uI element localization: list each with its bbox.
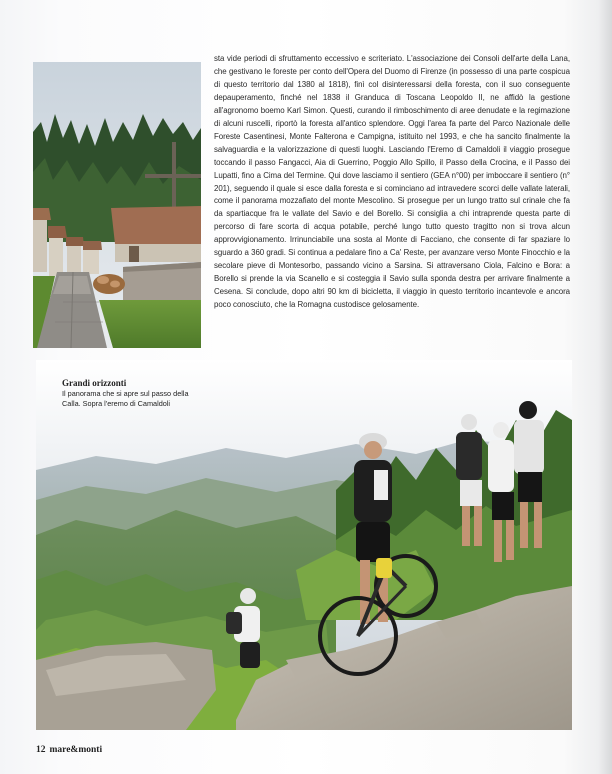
- article-body-text: sta vide periodi di sfruttamento eccessivo e scriteriato. L'associazione dei Consoli dell'arte della Lana, che gestivano le foreste per conto dell'Opera del Duomo di Firenze (in possesso di una parte cospicua di questo territorio dal 1380 al 1818), finì col disinteressarsi della foresta, con il suo conseguente depauperamento, finché nel 1838 il Granduca di Toscana Leopoldo II, ne affidò la gestione all'agronomo boemo Karl Simon. Questi, curando il rimboschimento di aree denudate e la regimazione di alcuni ruscelli, riportò la foresta all'antico splendore. Oggi l'area fa parte del Parco Nazionale delle Foreste Casentinesi, Monte Falterona e Campigna, istituito nel 1993, e che ha sancito finalmente la salvaguardia e la valorizzazione di questi luoghi. Lasciando l'Eremo di Camaldoli il viaggio prosegue toccando il passo Fangacci, Aia di Guerrino, Poggio Allo Spillo, il Passo della Crocina, e il Passo dei Lupatti, fino a Cima del Termine. Qui dove lasciamo il sentiero (GEA n°00) per imboccare il sentiero (n° 201), seguendo il quale si esce dalla foresta e si cominciano ad intravedere scorci delle vallate laterali, come il panorama mozzafiato del monte Mescolino. Si prosegue per un lungo tratto sul crinale che fa da spartiacque fra le vallate del Savio e del Borello. Si consiglia a chi intraprende questa parte di percorso di fare scorta di acqua potabile, perché lungo tutto questo tragitto non si trova alcun approvvigionamento. Irrinunciabile una sosta al Monte di Facciano, che consente di far spaziare lo sguardo a 360 gradi. Si continua a pedalare fino a Ca' Reste, per avanzare verso Monte Finocchio e la secolare pieve di Montesorbo, passando vicino a Sarsina. Si attraversano Ciola, Falcino e Bora: a Borello si prende la via Scanello e si costeggia il Savio sulla sponda destra per arrivare finalmente a Cesena. Si conclude, dopo altri 90 km di bicicletta, il viaggio in questo territorio incantevole e ancora poco conosciuto, che la Romagna custodisce gelosamente.: [214, 54, 570, 310]
- page-footer: [36, 745, 102, 755]
- caption-text: Il panorama che si apre sul passo della Calla. Sopra l'eremo di Camaldoli: [62, 389, 189, 408]
- photo-caption: [62, 378, 222, 409]
- page-edge-shadow: [598, 0, 612, 774]
- magazine-name: mare&monti: [49, 745, 103, 755]
- panorama-photo: [36, 360, 572, 730]
- caption-title: Grandi orizzonti: [62, 378, 127, 388]
- page-number: 12: [36, 745, 46, 755]
- hermitage-photo: [33, 62, 201, 348]
